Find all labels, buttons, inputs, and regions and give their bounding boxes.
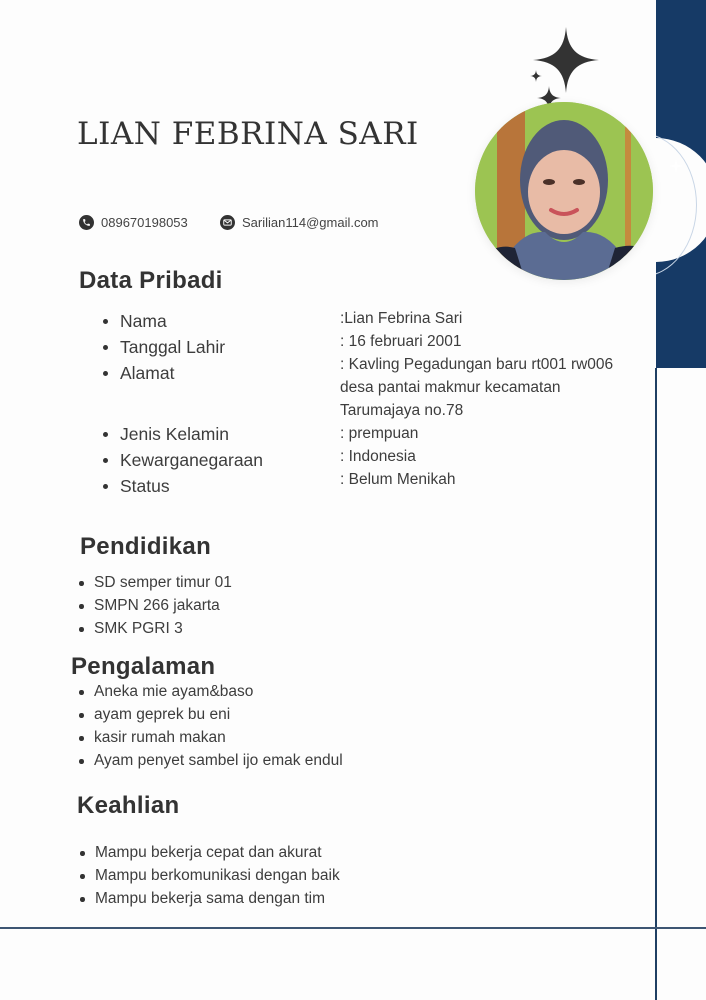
experience-item: kasir rumah makan	[78, 726, 343, 749]
label-kewarganegaraan: Kewarganegaraan	[103, 447, 263, 473]
value-kewarganegaraan: : Indonesia	[340, 448, 416, 465]
skill-item: Mampu berkomunikasi dengan baik	[79, 864, 340, 887]
phone-icon	[79, 215, 94, 230]
experience-item: ayam geprek bu eni	[78, 703, 343, 726]
skill-item: Mampu bekerja cepat dan akurat	[79, 841, 340, 864]
experience-item: Aneka mie ayam&baso	[78, 680, 343, 703]
skills-list	[79, 841, 340, 910]
value-alamat-line1: : Kavling Pegadungan baru rt001 rw006	[340, 356, 614, 373]
vertical-divider	[655, 368, 657, 1000]
value-tanggal-lahir: : 16 februari 2001	[340, 333, 462, 350]
label-status: Status	[103, 473, 263, 499]
value-status: : Belum Menikah	[340, 471, 456, 488]
label-tanggal-lahir: Tanggal Lahir	[103, 334, 263, 360]
phone-number: 089670198053	[101, 215, 188, 230]
horizontal-divider	[0, 927, 706, 929]
email-contact	[220, 215, 379, 230]
experience-item: Ayam penyet sambel ijo emak endul	[78, 749, 343, 772]
personal-data-labels	[103, 308, 263, 499]
skill-item: Mampu bekerja sama dengan tim	[79, 887, 340, 910]
label-alamat: Alamat	[103, 360, 263, 386]
section-title-data-pribadi: Data Pribadi	[79, 267, 223, 294]
profile-photo	[475, 102, 653, 280]
email-address: Sarilian114@gmail.com	[242, 215, 379, 230]
label-nama: Nama	[103, 308, 263, 334]
sparkle-small-icon	[530, 70, 542, 82]
education-item: SMPN 266 jakarta	[78, 594, 232, 617]
ring-sparkle-icon	[669, 159, 683, 173]
value-jenis-kelamin: : prempuan	[340, 425, 419, 442]
value-nama: :Lian Febrina Sari	[340, 310, 463, 327]
section-title-pendidikan: Pendidikan	[80, 533, 212, 560]
education-list	[78, 571, 232, 640]
value-alamat-line3: Tarumajaya no.78	[340, 402, 464, 419]
label-jenis-kelamin: Jenis Kelamin	[103, 421, 263, 447]
education-item: SD semper timur 01	[78, 571, 232, 594]
value-alamat-line2: desa pantai makmur kecamatan	[340, 379, 561, 396]
section-title-keahlian: Keahlian	[77, 792, 180, 819]
sparkle-large-icon	[533, 27, 599, 93]
mail-icon	[220, 215, 235, 230]
experience-list	[78, 680, 343, 772]
education-item: SMK PGRI 3	[78, 617, 232, 640]
personal-data-values	[340, 307, 613, 491]
portrait-illustration	[475, 102, 653, 280]
full-name: LIAN FEBRINA SARI	[77, 116, 419, 152]
phone-contact	[79, 215, 188, 230]
section-title-pengalaman: Pengalaman	[71, 653, 216, 680]
